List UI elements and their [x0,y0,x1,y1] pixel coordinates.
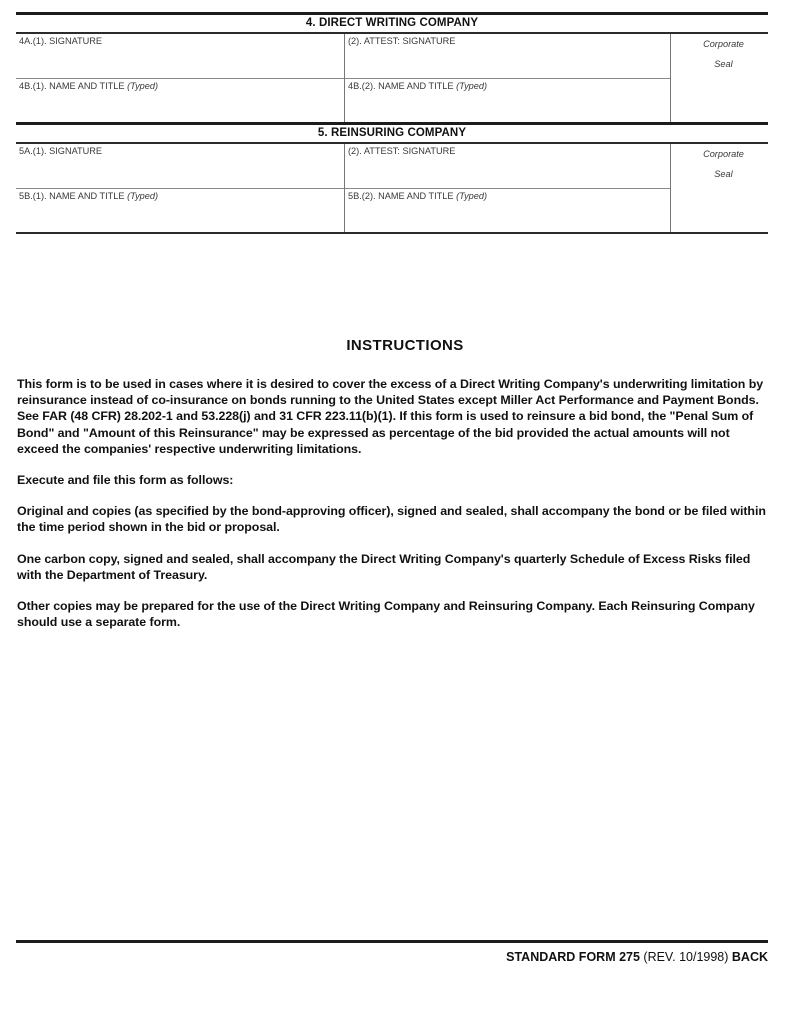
table-row [16,78,776,122]
section-4-grid [16,34,776,122]
corporate-seal-line-1: Corporate [703,39,744,49]
instructions-paragraph: Execute and file this form as follows: [17,473,234,488]
cell-4b2-name-and-title[interactable] [345,78,671,122]
cell-4a2-attest-signature[interactable] [345,34,671,78]
label-5b1-name-and-title: 5B.(1). NAME AND TITLE [19,190,128,201]
footer [16,950,768,964]
label-5a2-attest-signature: (2). ATTEST: SIGNATURE [348,146,456,156]
section-4-header: 4. DIRECT WRITING COMPANY [305,17,479,29]
section-bottom-rule [16,232,768,234]
corporate-seal-line-2: Seal [714,169,733,179]
cell-4a1-signature[interactable] [16,34,345,78]
table-row [16,188,776,232]
corporate-seal-line-1: Corporate [703,149,744,159]
table-row [16,34,776,78]
label-5a1-signature: 5A.(1). SIGNATURE [19,146,103,156]
label-4b1-typed-hint: (Typed) [127,80,159,91]
instructions-body [17,376,769,630]
label-5b2-typed-hint: (Typed) [456,190,488,201]
label-4b2-name-and-title: 4B.(2). NAME AND TITLE [348,80,457,91]
label-4a2-attest-signature: (2). ATTEST: SIGNATURE [348,36,456,46]
section-5-grid [16,144,776,232]
label-4b2-typed-hint: (Typed) [456,80,488,91]
section-reinsuring-company [16,122,768,234]
cell-5a2-attest-signature[interactable] [345,144,671,188]
cell-5a1-signature[interactable] [16,144,345,188]
instructions-paragraph: Other copies may be prepared for the use of the Direct Writing Company and Reinsuring Company. Each Reinsuring Company should use a separate form. [17,599,755,630]
footer-page-side: BACK [731,950,768,964]
cell-5-corporate-seal[interactable] [671,144,777,232]
cell-4b1-name-and-title[interactable] [16,78,345,122]
label-5b1-typed-hint: (Typed) [127,190,159,201]
table-row [16,144,776,188]
label-4a1-signature: 4A.(1). SIGNATURE [19,36,103,46]
signature-block-area [16,12,768,234]
instructions-paragraph: One carbon copy, signed and sealed, shall accompany the Direct Writing Company's quarterly Schedule of Excess Risks filed with the Department of Treasury. [17,551,751,582]
corporate-seal-line-2: Seal [714,59,733,69]
cell-5b1-name-and-title[interactable] [16,188,345,232]
footer-form-name: STANDARD FORM 275 [506,950,644,964]
instructions-paragraph: This form is to be used in cases where it is desired to cover the excess of a Direct Writing Company's underwriting limitation by reinsurance instead of co-insurance on bonds running to the United States except Miller Act Performance and Payment Bonds. See FAR (48 CFR) 28.202-1 and 53.228(j) and 31 CFR 223.11(b)(1). If this form is used to reinsure a bid bond, the "Penal Sum of Bond" and "Amount of this Reinsurance" may be expressed as percentage of the bid provided the actual amounts will not exceed the companies' respective underwriting limitations. [17,377,764,456]
label-4b1-name-and-title: 4B.(1). NAME AND TITLE [19,80,128,91]
label-5b2-name-and-title: 5B.(2). NAME AND TITLE [348,190,457,201]
cell-4-corporate-seal[interactable] [671,34,777,122]
section-direct-writing-company [16,12,768,122]
footer-revision: (REV. 10/1998) [643,950,732,964]
footer-rule [16,940,768,943]
section-5-header: 5. REINSURING COMPANY [317,127,467,139]
instructions-paragraph: Original and copies (as specified by the bond-approving officer), signed and sealed, shall accompany the bond or be filed within the time period shown in the bid or proposal. [17,504,766,535]
instructions-heading: INSTRUCTIONS [346,337,464,354]
cell-5b2-name-and-title[interactable] [345,188,671,232]
